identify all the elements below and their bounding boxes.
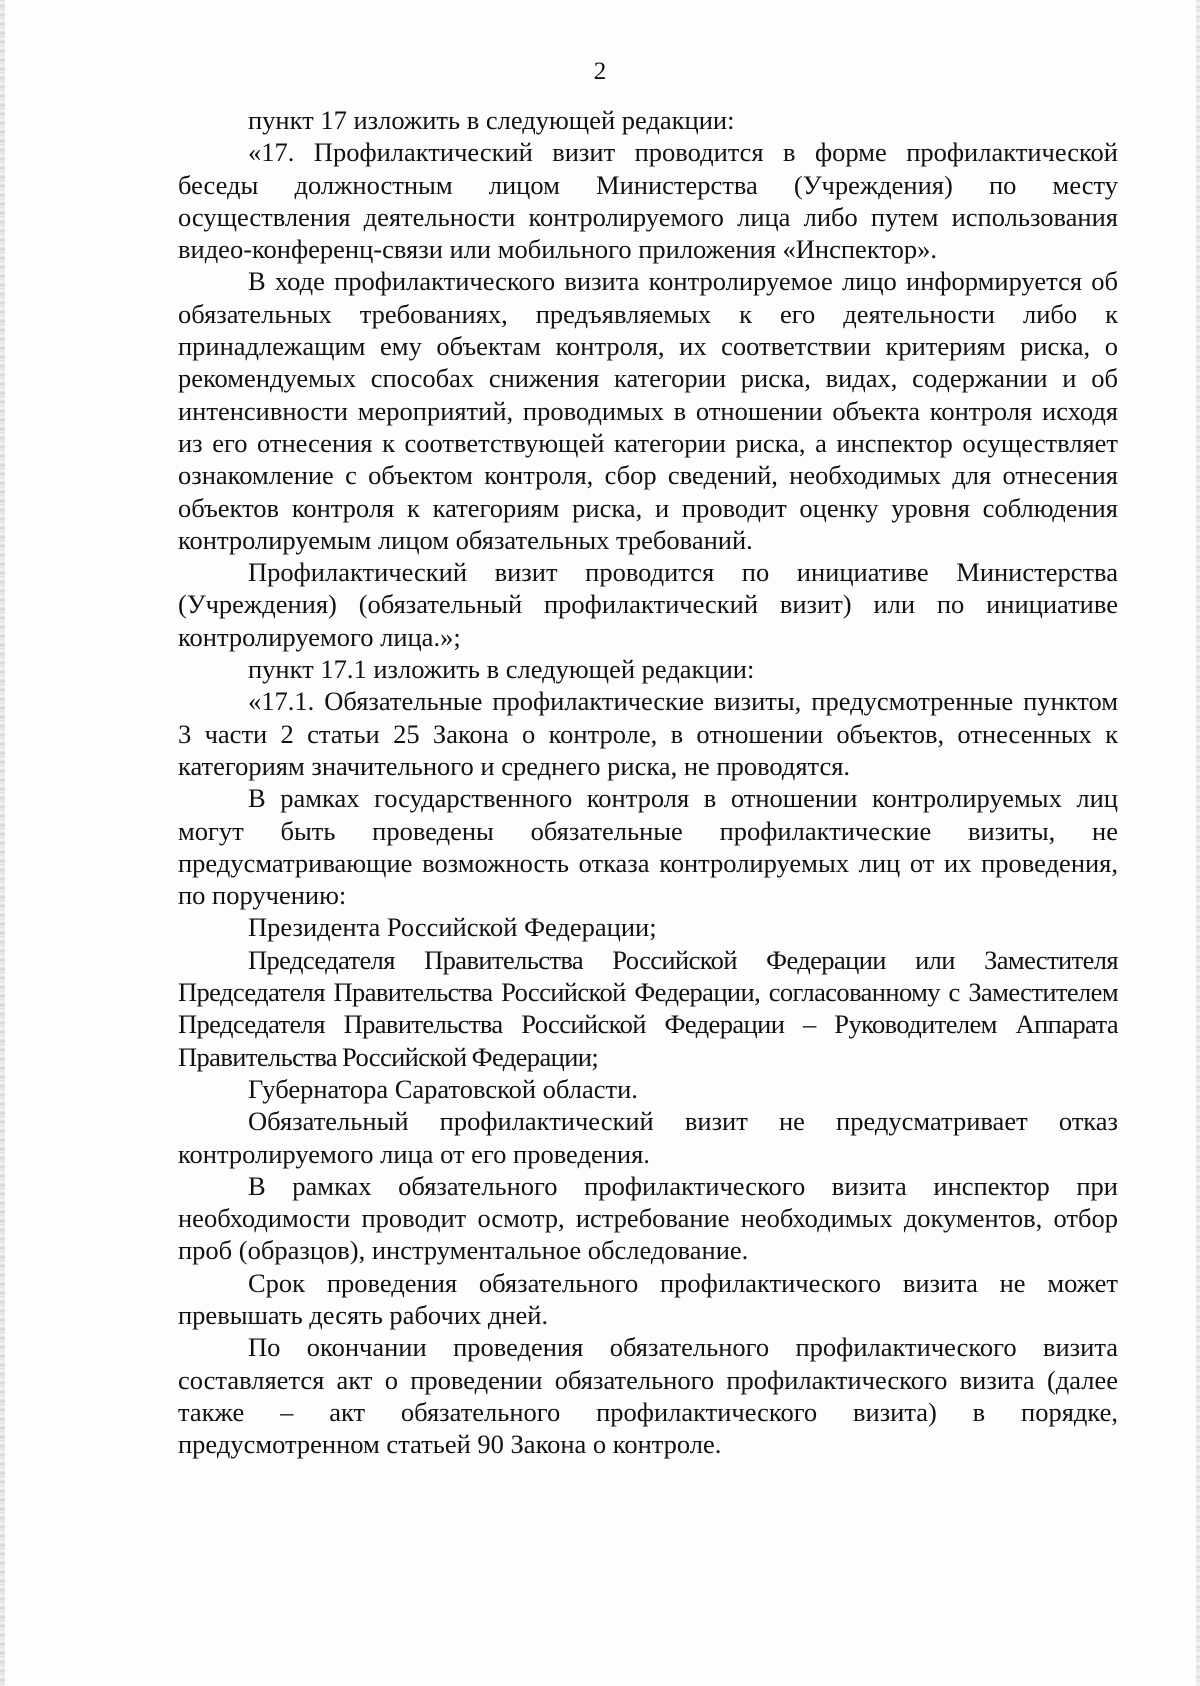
page-number: 2: [593, 58, 607, 85]
paragraph: Председателя Правительства Российской Федерации или Заместителя Председателя Правительства Российской Федерации, согласованному с Заместителем Председателя Правительства Российской Федерации – Руководителем Аппарата Правительства Российской Федерации;: [178, 944, 1118, 1072]
paragraph: Срок проведения обязательного профилактического визита не может превышать десять рабочих дней.: [178, 1267, 1118, 1330]
document-body: [178, 104, 1118, 1460]
paragraph: В рамках государственного контроля в отношении контролируемых лиц могут быть проведены обязательные профилактические визиты, не предусматривающие возможность отказа контролируемых лиц от их проведения, по поручению:: [178, 783, 1118, 911]
paragraph: пункт 17 изложить в следующей редакции:: [248, 105, 735, 135]
paragraph: В ходе профилактического визита контролируемое лицо информируется об обязательных требованиях, предъявляемых к его деятельности либо к принадлежащим ему объектам контроля, их соответствии критериям риска, о рекомендуемых способах снижения категории риска, видах, содержании и об интенсивности мероприятий, проводимых в отношении объекта контроля исходя из его отнесения к соответствующей категории риска, а инспектор осуществляет ознакомление с объектом контроля, сбор сведений, необходимых для отнесения объектов контроля к категориям риска, и проводит оценку уровня соблюдения контролируемым лицом обязательных требований.: [178, 266, 1118, 555]
paragraph: Профилактический визит проводится по инициативе Министерства (Учреждения) (обязательный профилактический визит) или по инициативе контролируемого лица.»;: [178, 557, 1118, 652]
paragraph: Президента Российской Федерации;: [248, 912, 657, 943]
paragraph: «17.1. Обязательные профилактические визиты, предусмотренные пунктом 3 части 2 статьи 25 Закона о контроле, в отношении объектов, отнесенных к категориям значительного и среднего риска, не проводятся.: [178, 686, 1118, 781]
paragraph: пункт 17.1 изложить в следующей редакции:: [248, 654, 755, 685]
paragraph: В рамках обязательного профилактического визита инспектор при необходимости проводит осмотр, истребование необходимых документов, отбор проб (образцов), инструментальное обследование.: [178, 1170, 1118, 1266]
paragraph: По окончании проведения обязательного профилактического визита составляется акт о проведении обязательного профилактического визита (далее также – акт обязательного профилактического визита) в порядке, предусмотренном статьей 90 Закона о контроле.: [178, 1332, 1118, 1460]
scan-edge-right: [1196, 0, 1200, 1686]
paragraph: Обязательный профилактический визит не предусматривает отказ контролируемого лица от его проведения.: [178, 1106, 1118, 1169]
paragraph: Губернатора Саратовской области.: [248, 1073, 638, 1104]
scan-edge-left: [0, 0, 5, 1686]
paragraph: «17. Профилактический визит проводится в форме профилактической беседы должностным лицом Министерства (Учреждения) по месту осуществления деятельности контролируемого лица либо путем использования видео-конференц-связи или мобильного приложения «Инспектор».: [178, 137, 1118, 265]
